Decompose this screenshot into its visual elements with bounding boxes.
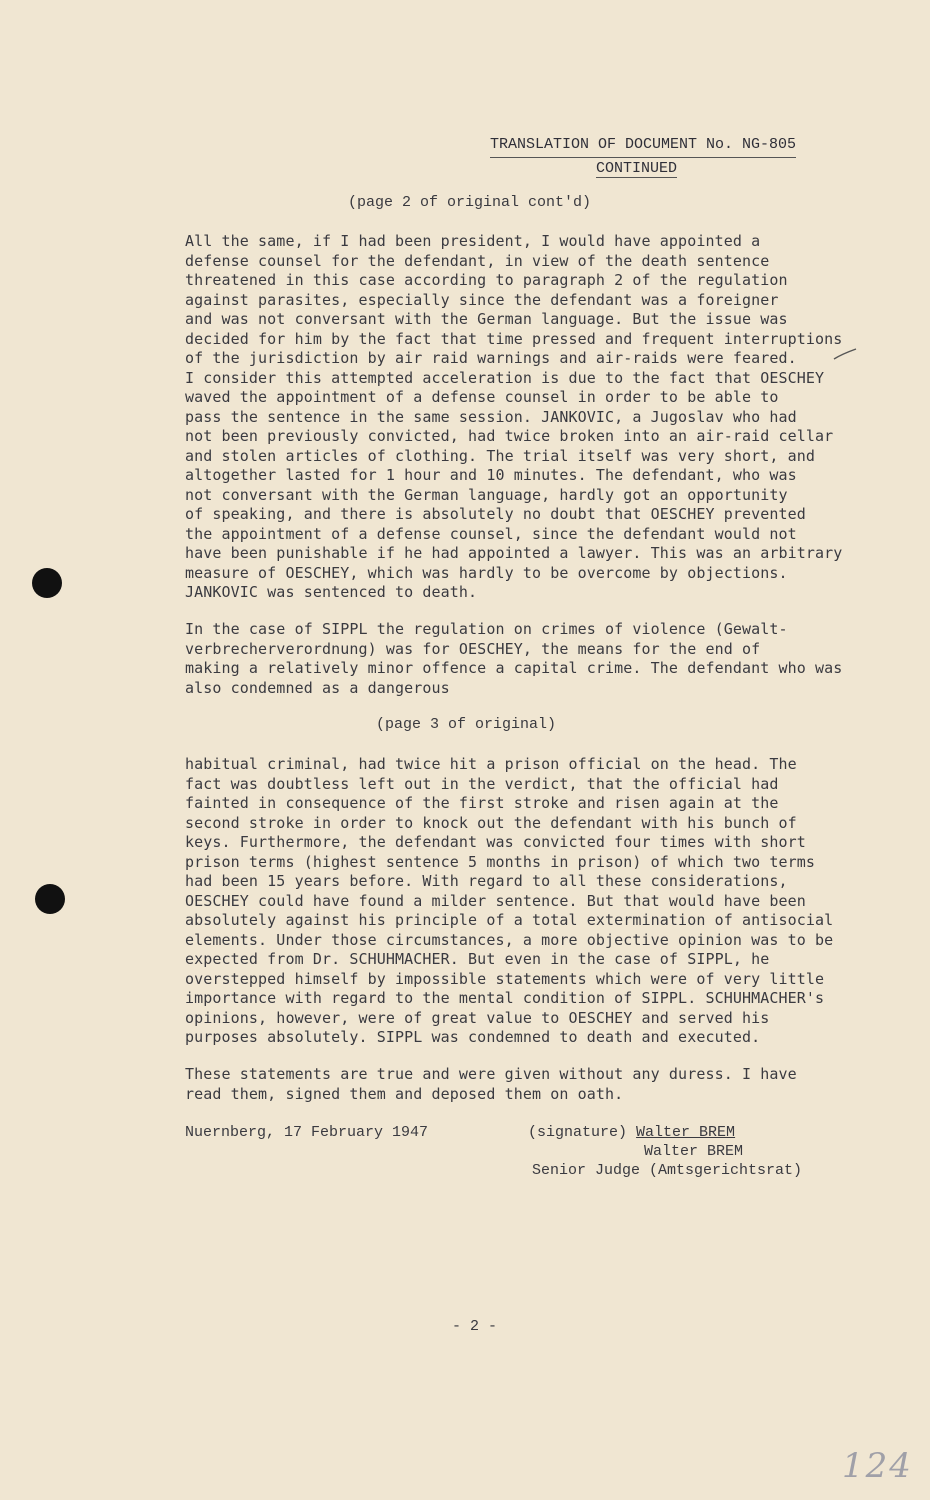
- check-mark-icon: [832, 348, 858, 362]
- page-number: - 2 -: [452, 1318, 498, 1335]
- page-note-original-3: (page 3 of original): [376, 716, 557, 733]
- heading-title: TRANSLATION OF DOCUMENT No. NG-805: [490, 134, 796, 158]
- paragraph-sippl: In the case of SIPPL the regulation on crimes of violence (Gewalt- verbrecherverordnung) was for OESCHEY, the means for the end of making a relatively minor offence a capital crime. The defendant who was also condemned as a dangerous: [185, 620, 843, 697]
- paragraph-jankovic: All the same, if I had been president, I would have appointed a defense counsel for the defendant, in view of the death sentence threatened in this case according to paragraph 2 of the regulation against parasites, especially since the defendant was a foreigner and was not conversant with the German language. But the issue was decided for him by the fact that time pressed and frequent interruptions of the jurisdiction by air raid warnings and air-raids were feared. I consider this attempted acceleration is due to the fact that OESCHEY waved the appointment of a defense counsel in order to be able to pass the sentence in the same session. JANKOVIC, a Jugoslav who had not been previously convicted, had twice broken into an air-raid cellar and stolen articles of clothing. The trial itself was very short, and altogether lasted for 1 hour and 10 minutes. The defendant, who was not conversant with the German language, hardly got an opportunity of speaking, and there is absolutely no doubt that OESCHEY prevented the appointment of a defense counsel, since the defendant would not have been punishable if he had appointed a lawyer. This was an arbitrary measure of OESCHEY, which was hardly to be overcome by objections. JANKOVIC was sentenced to death.: [185, 232, 843, 601]
- archive-number: 124: [842, 1446, 913, 1486]
- signature-block: [528, 1123, 802, 1180]
- heading-subtitle: CONTINUED: [596, 160, 678, 177]
- page-note-original-2: (page 2 of original cont'd): [348, 194, 592, 211]
- signature-name-typed: Walter BREM: [644, 1143, 744, 1160]
- punch-hole: [35, 884, 65, 914]
- signature-label: (signature): [528, 1124, 628, 1141]
- paragraph-sippl-continued: habitual criminal, had twice hit a prison official on the head. The fact was doubtless left out in the verdict, that the official had fainted in consequence of the first stroke and risen again at the second stroke in order to knock out the defendant with his bunch of keys. Furthermore, the defendant was convicted four times with short prison terms (highest sentence 5 months in prison) of which two terms had been 15 years before. With regard to all these considerations, OESCHEY could have found a milder sentence. But that would have been absolutely against his principle of a total extermination of antisocial elements. Under those circumstances, a more objective opinion was to be expected from Dr. SCHUHMACHER. But even in the case of SIPPL, he overstepped himself by impossible statements which were of very little importance with regard to the mental condition of SIPPL. SCHUHMACHER's opinions, however, were of great value to OESCHEY and served his purposes absolutely. SIPPL was condemned to death and executed.: [185, 755, 834, 1046]
- paragraph-oath: These statements are true and were given without any duress. I have read them, signed them and deposed them on oath.: [185, 1065, 797, 1103]
- signature-title: Senior Judge (Amtsgerichtsrat): [532, 1162, 803, 1179]
- punch-hole: [32, 568, 62, 598]
- signature-place-date: Nuernberg, 17 February 1947: [185, 1124, 429, 1141]
- document-heading: [490, 134, 830, 180]
- signature-name-signed: Walter BREM: [636, 1124, 736, 1141]
